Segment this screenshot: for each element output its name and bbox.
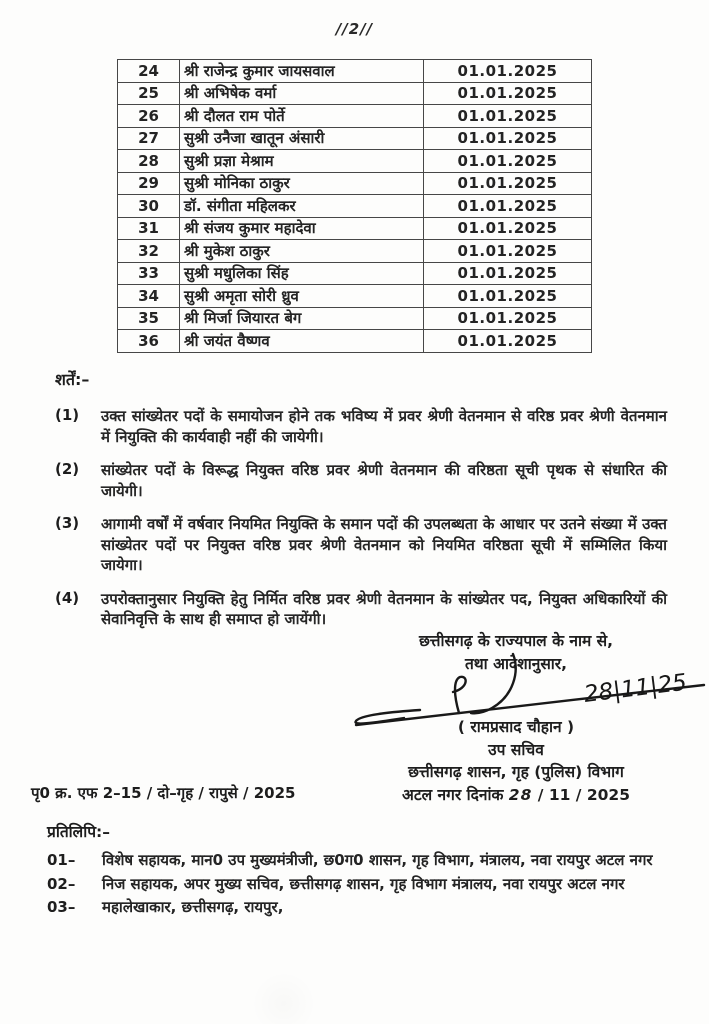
- date-cell: 01.01.2025: [424, 82, 592, 105]
- serial-cell: 36: [118, 330, 180, 353]
- condition-text: उक्त सांख्येतर पदों के समायोजन होने तक भविष्य में प्रवर श्रेणी वेतनमान से वरिष्ठ प्रवर श्रेणी वेतनमान में नियुक्ति की कार्यवाही नहीं की जायेगी।: [101, 407, 667, 446]
- name-cell: सुश्री मोनिका ठाकुर: [180, 172, 424, 195]
- date-cell: 01.01.2025: [424, 262, 592, 285]
- copy-to-heading: प्रतिलिपि:–: [47, 823, 110, 841]
- condition-number: (2): [55, 460, 80, 478]
- date-cell: 01.01.2025: [424, 217, 592, 240]
- date-cell: 01.01.2025: [424, 285, 592, 308]
- name-cell: श्री दौलत राम पोर्ते: [180, 105, 424, 128]
- copy-item-text: महालेखाकार, छत्तीसगढ़, रायपुर,: [102, 898, 284, 916]
- condition-text: आगामी वर्षों में वर्षवार नियमित नियुक्ति के समान पदों की उपलब्धता के आधार पर उतने संख्या में उक्त सांख्येतर पदों पर नियुक्त वरिष्ठ प्रवर श्रेणी वेतनमान को नियमित वरिष्ठता सूची में सम्मिलित किया जायेगा।: [101, 515, 667, 574]
- serial-cell: 24: [118, 60, 180, 83]
- copy-item: [47, 873, 689, 896]
- serial-cell: 30: [118, 195, 180, 218]
- name-cell: श्री मिर्जा जियारत बेग: [180, 307, 424, 330]
- copy-to-list: [47, 849, 689, 920]
- name-cell: श्री मुकेश ठाकुर: [180, 240, 424, 263]
- signatory-name: ( रामप्रसाद चौहान ): [457, 718, 575, 736]
- signatory-department: छत्तीसगढ़ शासन, गृह (पुलिस) विभाग: [408, 763, 624, 781]
- signatory-designation: उप सचिव: [488, 740, 544, 759]
- table-row: [118, 105, 592, 128]
- serial-cell: 34: [118, 285, 180, 308]
- date-cell: 01.01.2025: [424, 195, 592, 218]
- signature-by-order-line: तथा आदेशानुसार,: [464, 654, 568, 673]
- signature-space: [330, 675, 702, 716]
- conditions-section: [55, 368, 667, 643]
- page-number: //2//: [335, 20, 374, 38]
- name-cell: श्री अभिषेक वर्मा: [180, 82, 424, 105]
- handwritten-day: 28: [508, 785, 533, 804]
- date-cell: 01.01.2025: [424, 150, 592, 173]
- serial-cell: 29: [118, 172, 180, 195]
- copy-item-number: 03–: [47, 898, 76, 916]
- serial-cell: 25: [118, 82, 180, 105]
- table-row: [118, 195, 592, 218]
- date-cell: 01.01.2025: [424, 127, 592, 150]
- table-row: [118, 60, 592, 83]
- date-cell: 01.01.2025: [424, 330, 592, 353]
- table-row: [118, 127, 592, 150]
- copy-item: [47, 849, 689, 872]
- condition-text: सांख्येतर पदों के विरूद्ध नियुक्त वरिष्ठ प्रवर श्रेणी वेतनमान की वरिष्ठता सूची पृथक से संधारित की जायेगी।: [101, 461, 667, 500]
- name-cell: सुश्री प्रज्ञा मेश्राम: [180, 150, 424, 173]
- copy-item-text: विशेष सहायक, मान0 उप मुख्यमंत्रीजी, छ0ग0 शासन, गृह विभाग, मंत्रालय, नवा रायपुर अटल नगर: [102, 851, 653, 869]
- name-cell: श्री संजय कुमार महादेवा: [180, 217, 424, 240]
- copy-item-number: 02–: [47, 874, 76, 893]
- table-row: [118, 150, 592, 173]
- condition-item: [55, 514, 667, 576]
- serial-cell: 31: [118, 217, 180, 240]
- table-row: [118, 172, 592, 195]
- table-row: [118, 240, 592, 263]
- table-row: [118, 217, 592, 240]
- copy-item-number: 01–: [47, 851, 76, 869]
- copy-item-text: निज सहायक, अपर मुख्य सचिव, छत्तीसगढ़ शासन, गृह विभाग मंत्रालय, नवा रायपुर अटल नगर: [102, 874, 625, 893]
- condition-number: (3): [55, 514, 80, 532]
- handwritten-signature-date: 28|11|25: [582, 669, 689, 708]
- name-cell: श्री जयंत वैष्णव: [180, 330, 424, 353]
- date-cell: 01.01.2025: [424, 105, 592, 128]
- name-cell: सुश्री उनैजा खातून अंसारी: [180, 127, 424, 150]
- table-row: [118, 330, 592, 353]
- endorsement-ref-number: पृ0 क्र. एफ 2–15 / दो–गृह / रापुसे / 2025: [31, 784, 296, 802]
- condition-number: (4): [55, 588, 80, 607]
- condition-number: (1): [55, 406, 80, 424]
- signature-on-behalf-line: छत्तीसगढ़ के राज्यपाल के नाम से,: [418, 632, 614, 650]
- serial-cell: 32: [118, 240, 180, 263]
- table-row: [118, 285, 592, 308]
- serial-cell: 35: [118, 307, 180, 330]
- date-cell: 01.01.2025: [424, 240, 592, 263]
- officers-table: [117, 59, 592, 353]
- table-row: [118, 307, 592, 330]
- name-cell: श्री राजेन्द्र कुमार जायसवाल: [180, 60, 424, 83]
- table-row: [118, 262, 592, 285]
- date-cell: 01.01.2025: [424, 172, 592, 195]
- serial-cell: 26: [118, 105, 180, 128]
- condition-text: उपरोक्तानुसार नियुक्ति हेतु निर्मित वरिष्ठ प्रवर श्रेणी वेतनमान के सांख्येतर पद, नियुक्त अधिकारियों की सेवानिवृत्ति के साथ ही समाप्त हो जायेंगी।: [101, 589, 667, 628]
- name-cell: सुश्री अमृता सोरी ध्रुव: [180, 285, 424, 308]
- conditions-heading: शर्तें:–: [55, 370, 90, 389]
- copy-item: [47, 896, 689, 919]
- name-cell: डॉ. संगीता महिलकर: [180, 195, 424, 218]
- condition-item: [55, 589, 667, 630]
- date-cell: 01.01.2025: [424, 307, 592, 330]
- condition-item: [55, 406, 667, 447]
- table-row: [118, 82, 592, 105]
- name-cell: सुश्री मधुलिका सिंह: [180, 262, 424, 285]
- serial-cell: 33: [118, 262, 180, 285]
- place-date-line: अटल नगर दिनांक 28 / 11 / 2025: [401, 785, 630, 804]
- date-cell: 01.01.2025: [424, 60, 592, 83]
- serial-cell: 27: [118, 127, 180, 150]
- condition-item: [55, 460, 667, 501]
- serial-cell: 28: [118, 150, 180, 173]
- signature-block: [330, 630, 702, 806]
